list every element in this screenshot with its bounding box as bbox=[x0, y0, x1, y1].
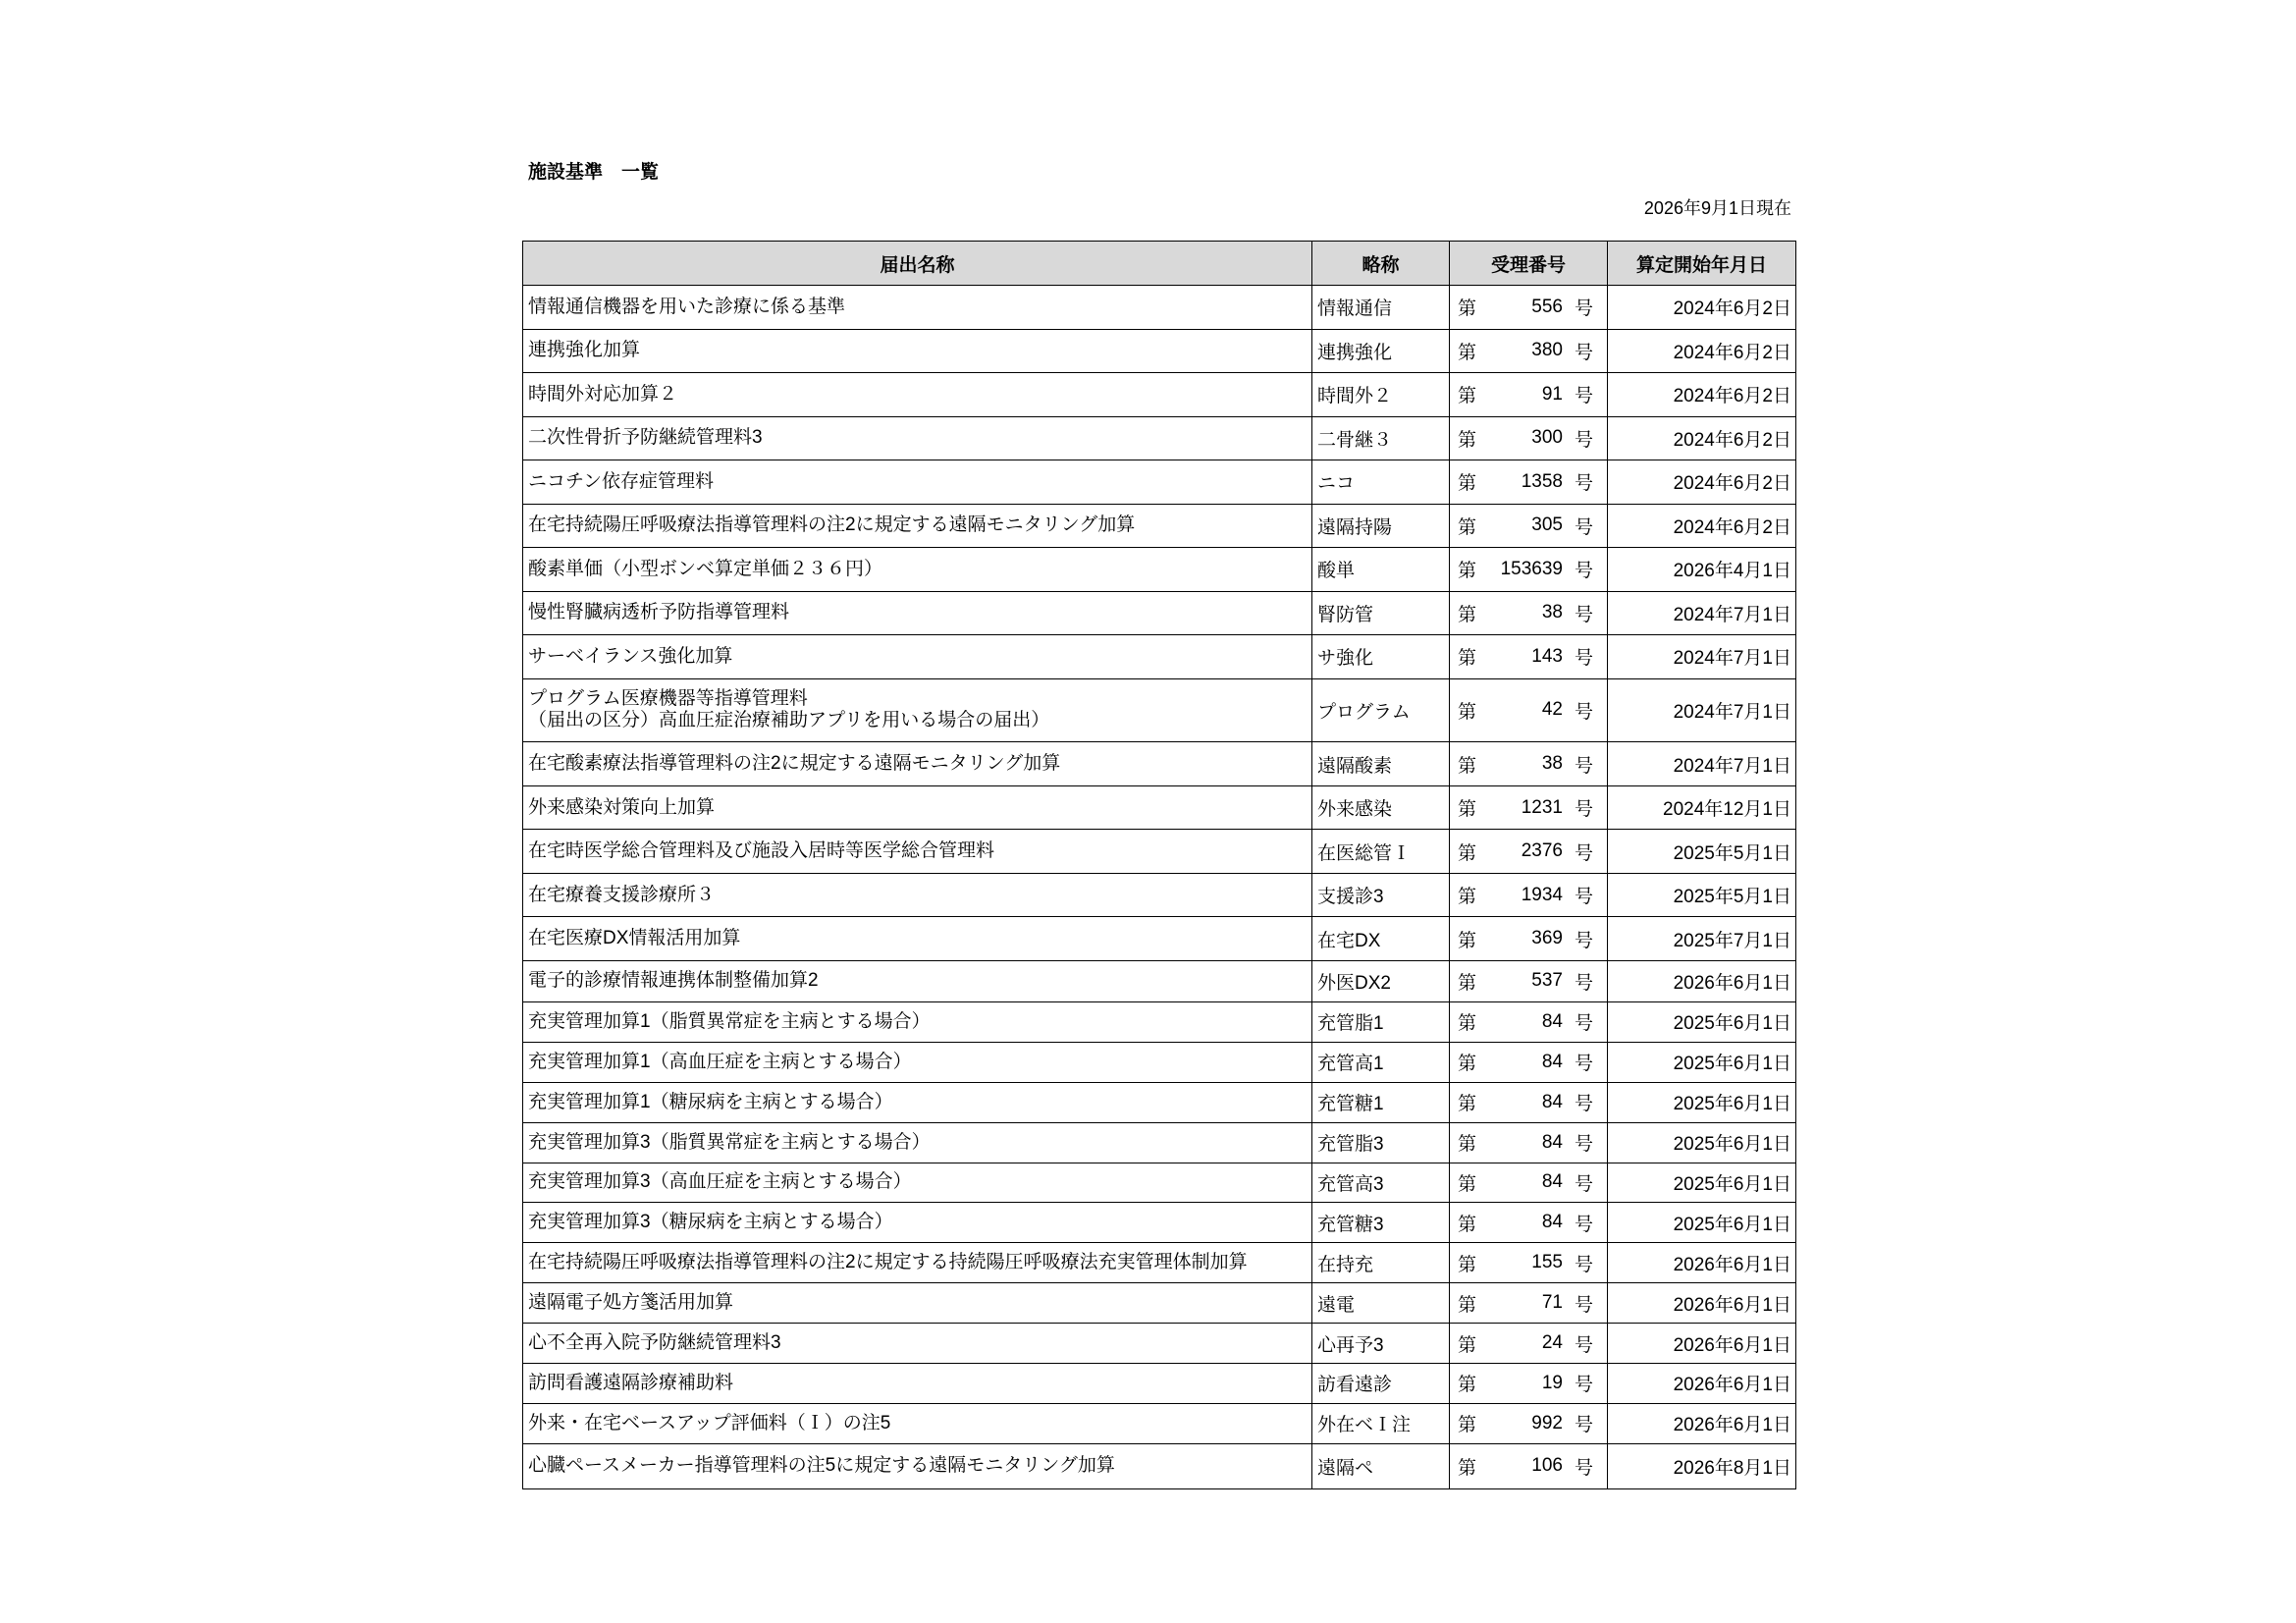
name-cell bbox=[523, 417, 1312, 460]
table-row bbox=[523, 373, 1795, 417]
abbr-cell: 情報通信 bbox=[1312, 286, 1450, 329]
table-row bbox=[523, 330, 1795, 374]
number-prefix: 第 bbox=[1458, 1457, 1477, 1479]
number-cell bbox=[1450, 548, 1608, 591]
number-prefix: 第 bbox=[1458, 1054, 1477, 1075]
number-value: 19 bbox=[1541, 1372, 1563, 1393]
name-cell bbox=[523, 1002, 1312, 1042]
number-suffix: 号 bbox=[1574, 1054, 1593, 1075]
number-prefix: 第 bbox=[1458, 1214, 1477, 1235]
name-cell bbox=[523, 1444, 1312, 1488]
table-row bbox=[523, 1002, 1795, 1043]
number-prefix: 第 bbox=[1458, 930, 1477, 951]
number-cell bbox=[1450, 1203, 1608, 1242]
name-text: 二次性骨折予防継続管理料3 bbox=[528, 427, 763, 449]
page-title: 施設基準 一覧 bbox=[528, 162, 660, 183]
name-text: ニコチン依存症管理料 bbox=[528, 470, 715, 492]
name-text: 情報通信機器を用いた診療に係る基準 bbox=[528, 296, 846, 317]
start-date-cell: 2026年6月1日 bbox=[1673, 1334, 1791, 1356]
number-cell bbox=[1450, 874, 1608, 917]
number-suffix: 号 bbox=[1574, 342, 1593, 363]
name-cell bbox=[523, 961, 1312, 1001]
table-row bbox=[523, 679, 1795, 743]
abbr-cell: ニコ bbox=[1312, 460, 1450, 504]
abbr-cell: 訪看遠診 bbox=[1312, 1364, 1450, 1403]
number-value: 369 bbox=[1531, 928, 1563, 949]
name-text: 充実管理加算1（糖尿病を主病とする場合） bbox=[528, 1091, 893, 1112]
number-cell bbox=[1450, 505, 1608, 548]
number-suffix: 号 bbox=[1574, 604, 1593, 625]
number-value: 84 bbox=[1541, 1091, 1563, 1112]
number-suffix: 号 bbox=[1574, 473, 1593, 495]
abbr-cell: 外在ベＩ注 bbox=[1312, 1404, 1450, 1443]
table-row bbox=[523, 548, 1795, 592]
number-value: 992 bbox=[1531, 1412, 1563, 1434]
number-value: 38 bbox=[1541, 753, 1563, 775]
name-cell bbox=[523, 1163, 1312, 1203]
name-text: 充実管理加算1（高血圧症を主病とする場合） bbox=[528, 1051, 912, 1072]
name-cell bbox=[523, 830, 1312, 873]
name-text: 電子的診療情報連携体制整備加算2 bbox=[528, 970, 819, 992]
number-cell bbox=[1450, 786, 1608, 830]
number-value: 305 bbox=[1531, 514, 1563, 536]
name-cell bbox=[523, 786, 1312, 830]
start-date-cell: 2025年5月1日 bbox=[1673, 842, 1791, 864]
abbr-cell: 遠電 bbox=[1312, 1283, 1450, 1323]
number-suffix: 号 bbox=[1574, 1334, 1593, 1356]
start-date-cell: 2024年6月2日 bbox=[1673, 386, 1791, 407]
start-date-cell: 2025年5月1日 bbox=[1673, 887, 1791, 908]
number-prefix: 第 bbox=[1458, 1294, 1477, 1316]
name-text: 充実管理加算3（脂質異常症を主病とする場合） bbox=[528, 1131, 931, 1153]
number-value: 84 bbox=[1541, 1131, 1563, 1153]
number-value: 380 bbox=[1531, 340, 1563, 361]
name-cell bbox=[523, 1404, 1312, 1443]
number-value: 91 bbox=[1541, 383, 1563, 405]
name-text: 在宅医療DX情報活用加算 bbox=[528, 928, 741, 949]
abbr-cell: 充管高1 bbox=[1312, 1043, 1450, 1082]
abbr-cell: 連携強化 bbox=[1312, 330, 1450, 373]
table-row bbox=[523, 1083, 1795, 1123]
table-row bbox=[523, 1123, 1795, 1163]
number-suffix: 号 bbox=[1574, 1013, 1593, 1035]
header-name: 届出名称 bbox=[523, 242, 1312, 285]
number-suffix: 号 bbox=[1574, 1254, 1593, 1275]
number-cell bbox=[1450, 1404, 1608, 1443]
start-date-cell: 2025年6月1日 bbox=[1673, 1173, 1791, 1195]
number-cell bbox=[1450, 286, 1608, 329]
number-suffix: 号 bbox=[1574, 561, 1593, 582]
table-row bbox=[523, 460, 1795, 505]
table-row bbox=[523, 1243, 1795, 1283]
number-value: 1231 bbox=[1521, 796, 1563, 818]
number-cell bbox=[1450, 830, 1608, 873]
start-date-cell: 2026年6月1日 bbox=[1673, 972, 1791, 994]
start-date-cell: 2024年6月2日 bbox=[1673, 516, 1791, 538]
start-date-cell: 2025年6月1日 bbox=[1673, 1054, 1791, 1075]
start-date-cell: 2025年6月1日 bbox=[1673, 1134, 1791, 1156]
number-cell bbox=[1450, 460, 1608, 504]
header-number: 受理番号 bbox=[1450, 242, 1608, 285]
start-date-cell: 2025年6月1日 bbox=[1673, 1214, 1791, 1235]
number-cell bbox=[1450, 1444, 1608, 1488]
start-date-cell: 2025年6月1日 bbox=[1673, 1013, 1791, 1035]
table-row bbox=[523, 592, 1795, 636]
number-suffix: 号 bbox=[1574, 1457, 1593, 1479]
name-text: 心不全再入院予防継続管理料3 bbox=[528, 1332, 781, 1354]
table-row bbox=[523, 874, 1795, 918]
abbr-cell: 外医DX2 bbox=[1312, 961, 1450, 1001]
number-suffix: 号 bbox=[1574, 298, 1593, 320]
start-date-cell: 2026年8月1日 bbox=[1673, 1457, 1791, 1479]
number-prefix: 第 bbox=[1458, 701, 1477, 723]
number-value: 84 bbox=[1541, 1212, 1563, 1233]
number-suffix: 号 bbox=[1574, 755, 1593, 777]
name-text: サーベイランス強化加算 bbox=[528, 645, 733, 667]
table-row bbox=[523, 1404, 1795, 1444]
number-suffix: 号 bbox=[1574, 701, 1593, 723]
name-cell bbox=[523, 1083, 1312, 1122]
abbr-cell: 遠隔持陽 bbox=[1312, 505, 1450, 548]
name-cell bbox=[523, 1243, 1312, 1282]
name-cell bbox=[523, 635, 1312, 678]
number-prefix: 第 bbox=[1458, 604, 1477, 625]
number-cell bbox=[1450, 742, 1608, 785]
name-text: 外来・在宅ベースアップ評価料（Ｉ）の注5 bbox=[528, 1412, 891, 1434]
facility-standards-table bbox=[522, 241, 1796, 1489]
name-cell bbox=[523, 1203, 1312, 1242]
number-value: 155 bbox=[1531, 1252, 1563, 1273]
name-text: 充実管理加算3（高血圧症を主病とする場合） bbox=[528, 1171, 912, 1193]
number-prefix: 第 bbox=[1458, 561, 1477, 582]
number-suffix: 号 bbox=[1574, 1134, 1593, 1156]
start-date-cell: 2024年6月2日 bbox=[1673, 342, 1791, 363]
name-text: 在宅時医学総合管理料及び施設入居時等医学総合管理料 bbox=[528, 840, 995, 862]
number-cell bbox=[1450, 1163, 1608, 1203]
start-date-cell: 2024年6月2日 bbox=[1673, 298, 1791, 320]
number-prefix: 第 bbox=[1458, 1375, 1477, 1396]
number-value: 300 bbox=[1531, 427, 1563, 449]
number-suffix: 号 bbox=[1574, 1094, 1593, 1115]
start-date-cell: 2024年7月1日 bbox=[1673, 701, 1791, 723]
table-row bbox=[523, 917, 1795, 961]
number-prefix: 第 bbox=[1458, 1254, 1477, 1275]
number-prefix: 第 bbox=[1458, 972, 1477, 994]
abbr-cell: プログラム bbox=[1312, 679, 1450, 742]
abbr-cell: 遠隔酸素 bbox=[1312, 742, 1450, 785]
start-date-cell: 2025年6月1日 bbox=[1673, 1094, 1791, 1115]
name-text: 外来感染対策向上加算 bbox=[528, 796, 716, 818]
name-cell bbox=[523, 373, 1312, 416]
table-row bbox=[523, 505, 1795, 549]
abbr-cell: 在宅DX bbox=[1312, 917, 1450, 960]
table-row bbox=[523, 1203, 1795, 1243]
start-date-cell: 2024年12月1日 bbox=[1663, 799, 1791, 821]
as-of-date: 2026年9月1日現在 bbox=[1643, 198, 1791, 218]
number-cell bbox=[1450, 635, 1608, 678]
table-header-row bbox=[523, 242, 1795, 286]
start-date-cell: 2024年6月2日 bbox=[1673, 473, 1791, 495]
start-date-cell: 2024年7月1日 bbox=[1673, 604, 1791, 625]
number-prefix: 第 bbox=[1458, 1334, 1477, 1356]
start-date-cell: 2026年6月1日 bbox=[1673, 1294, 1791, 1316]
name-text: 時間外対応加算２ bbox=[528, 383, 678, 405]
number-value: 2376 bbox=[1521, 840, 1563, 862]
table-row bbox=[523, 1324, 1795, 1364]
table-row bbox=[523, 417, 1795, 461]
name-cell bbox=[523, 874, 1312, 917]
start-date-cell: 2024年6月2日 bbox=[1673, 429, 1791, 451]
number-value: 537 bbox=[1531, 970, 1563, 992]
number-value: 1358 bbox=[1521, 470, 1563, 492]
number-value: 84 bbox=[1541, 1171, 1563, 1193]
header-abbr: 略称 bbox=[1312, 242, 1450, 285]
number-cell bbox=[1450, 679, 1608, 742]
table-row bbox=[523, 1163, 1795, 1204]
number-cell bbox=[1450, 592, 1608, 635]
name-cell bbox=[523, 1364, 1312, 1403]
start-date-cell: 2024年7月1日 bbox=[1673, 755, 1791, 777]
number-value: 556 bbox=[1531, 296, 1563, 317]
number-value: 42 bbox=[1541, 699, 1563, 721]
name-cell bbox=[523, 1043, 1312, 1082]
number-value: 38 bbox=[1541, 602, 1563, 623]
abbr-cell: 充管脂3 bbox=[1312, 1123, 1450, 1163]
name-cell bbox=[523, 1283, 1312, 1323]
table-body bbox=[523, 286, 1795, 1488]
start-date-cell: 2026年6月1日 bbox=[1673, 1254, 1791, 1275]
table-row bbox=[523, 1283, 1795, 1324]
abbr-cell: サ強化 bbox=[1312, 635, 1450, 678]
number-prefix: 第 bbox=[1458, 429, 1477, 451]
number-suffix: 号 bbox=[1574, 1173, 1593, 1195]
number-value: 24 bbox=[1541, 1332, 1563, 1354]
name-cell bbox=[523, 505, 1312, 548]
name-cell bbox=[523, 286, 1312, 329]
number-cell bbox=[1450, 1002, 1608, 1042]
name-cell bbox=[523, 1324, 1312, 1363]
number-suffix: 号 bbox=[1574, 1214, 1593, 1235]
number-value: 71 bbox=[1541, 1292, 1563, 1314]
number-prefix: 第 bbox=[1458, 755, 1477, 777]
number-prefix: 第 bbox=[1458, 516, 1477, 538]
number-suffix: 号 bbox=[1574, 648, 1593, 670]
table-row bbox=[523, 1043, 1795, 1083]
start-date-cell: 2024年7月1日 bbox=[1673, 648, 1791, 670]
table-row bbox=[523, 786, 1795, 831]
number-suffix: 号 bbox=[1574, 842, 1593, 864]
abbr-cell: 時間外２ bbox=[1312, 373, 1450, 416]
name-text: 遠隔電子処方箋活用加算 bbox=[528, 1292, 734, 1314]
table-row bbox=[523, 1364, 1795, 1404]
number-cell bbox=[1450, 1083, 1608, 1122]
abbr-cell: 在持充 bbox=[1312, 1243, 1450, 1282]
table-row bbox=[523, 742, 1795, 786]
table-row bbox=[523, 286, 1795, 330]
number-cell bbox=[1450, 1243, 1608, 1282]
number-suffix: 号 bbox=[1574, 799, 1593, 821]
number-cell bbox=[1450, 1283, 1608, 1323]
name-text: 連携強化加算 bbox=[528, 340, 641, 361]
abbr-cell: 二骨継３ bbox=[1312, 417, 1450, 460]
name-cell bbox=[523, 679, 1312, 742]
number-prefix: 第 bbox=[1458, 1415, 1477, 1436]
number-prefix: 第 bbox=[1458, 1094, 1477, 1115]
header-start-date: 算定開始年月日 bbox=[1635, 254, 1767, 276]
number-suffix: 号 bbox=[1574, 386, 1593, 407]
number-prefix: 第 bbox=[1458, 298, 1477, 320]
number-prefix: 第 bbox=[1458, 386, 1477, 407]
number-prefix: 第 bbox=[1458, 648, 1477, 670]
name-cell bbox=[523, 742, 1312, 785]
abbr-cell: 充管糖1 bbox=[1312, 1083, 1450, 1122]
abbr-cell: 遠隔ペ bbox=[1312, 1444, 1450, 1488]
table-row bbox=[523, 830, 1795, 874]
name-text: 在宅持続陽圧呼吸療法指導管理料の注2に規定する持続陽圧呼吸療法充実管理体制加算 bbox=[528, 1252, 1248, 1273]
name-cell bbox=[523, 917, 1312, 960]
name-text: 在宅酸素療法指導管理料の注2に規定する遠隔モニタリング加算 bbox=[528, 753, 1061, 775]
name-cell bbox=[523, 592, 1312, 635]
table-row bbox=[523, 1444, 1795, 1488]
number-prefix: 第 bbox=[1458, 1134, 1477, 1156]
number-value: 153639 bbox=[1500, 558, 1563, 579]
start-date-cell: 2025年7月1日 bbox=[1673, 930, 1791, 951]
number-cell bbox=[1450, 1324, 1608, 1363]
number-value: 84 bbox=[1541, 1010, 1563, 1032]
number-suffix: 号 bbox=[1574, 429, 1593, 451]
name-text: 心臓ペースメーカー指導管理料の注5に規定する遠隔モニタリング加算 bbox=[528, 1455, 1115, 1477]
table-row bbox=[523, 961, 1795, 1002]
abbr-cell: 腎防管 bbox=[1312, 592, 1450, 635]
number-prefix: 第 bbox=[1458, 1013, 1477, 1035]
table-row bbox=[523, 635, 1795, 679]
name-text: 慢性腎臓病透析予防指導管理料 bbox=[528, 602, 790, 623]
number-prefix: 第 bbox=[1458, 473, 1477, 495]
name-cell bbox=[523, 330, 1312, 373]
number-suffix: 号 bbox=[1574, 972, 1593, 994]
abbr-cell: 在医総管Ｉ bbox=[1312, 830, 1450, 873]
abbr-cell: 支援診3 bbox=[1312, 874, 1450, 917]
name-text: 在宅持続陽圧呼吸療法指導管理料の注2に規定する遠隔モニタリング加算 bbox=[528, 514, 1136, 536]
name-cell bbox=[523, 1123, 1312, 1163]
name-text: 充実管理加算1（脂質異常症を主病とする場合） bbox=[528, 1010, 931, 1032]
number-cell bbox=[1450, 417, 1608, 460]
number-cell bbox=[1450, 1043, 1608, 1082]
name-text: 訪問看護遠隔診療補助料 bbox=[528, 1372, 734, 1393]
start-date-cell: 2026年4月1日 bbox=[1673, 561, 1791, 582]
number-cell bbox=[1450, 1123, 1608, 1163]
name-cell bbox=[523, 548, 1312, 591]
number-value: 84 bbox=[1541, 1051, 1563, 1072]
start-date-cell: 2026年6月1日 bbox=[1673, 1375, 1791, 1396]
number-cell bbox=[1450, 917, 1608, 960]
abbr-cell: 心再予3 bbox=[1312, 1324, 1450, 1363]
abbr-cell: 充管高3 bbox=[1312, 1163, 1450, 1203]
number-value: 143 bbox=[1531, 645, 1563, 667]
abbr-cell: 外来感染 bbox=[1312, 786, 1450, 830]
abbr-cell: 充管脂1 bbox=[1312, 1002, 1450, 1042]
number-cell bbox=[1450, 1364, 1608, 1403]
name-cell bbox=[523, 460, 1312, 504]
number-suffix: 号 bbox=[1574, 930, 1593, 951]
abbr-cell: 充管糖3 bbox=[1312, 1203, 1450, 1242]
name-text: 在宅療養支援診療所３ bbox=[528, 884, 716, 905]
name-text: （届出の区分）高血圧症治療補助アプリを用いる場合の届出） bbox=[528, 710, 1050, 731]
number-suffix: 号 bbox=[1574, 516, 1593, 538]
start-date-cell: 2026年6月1日 bbox=[1673, 1415, 1791, 1436]
name-text: プログラム医療機器等指導管理料 bbox=[528, 688, 808, 710]
number-value: 1934 bbox=[1521, 884, 1563, 905]
abbr-cell: 酸単 bbox=[1312, 548, 1450, 591]
number-suffix: 号 bbox=[1574, 1294, 1593, 1316]
number-prefix: 第 bbox=[1458, 342, 1477, 363]
number-cell bbox=[1450, 373, 1608, 416]
number-suffix: 号 bbox=[1574, 887, 1593, 908]
number-cell bbox=[1450, 330, 1608, 373]
name-text: 充実管理加算3（糖尿病を主病とする場合） bbox=[528, 1212, 893, 1233]
number-value: 106 bbox=[1531, 1455, 1563, 1477]
number-suffix: 号 bbox=[1574, 1415, 1593, 1436]
number-cell bbox=[1450, 961, 1608, 1001]
number-prefix: 第 bbox=[1458, 887, 1477, 908]
name-text: 酸素単価（小型ボンベ算定単価２３６円） bbox=[528, 558, 883, 579]
number-prefix: 第 bbox=[1458, 842, 1477, 864]
number-prefix: 第 bbox=[1458, 799, 1477, 821]
number-suffix: 号 bbox=[1574, 1375, 1593, 1396]
number-prefix: 第 bbox=[1458, 1173, 1477, 1195]
